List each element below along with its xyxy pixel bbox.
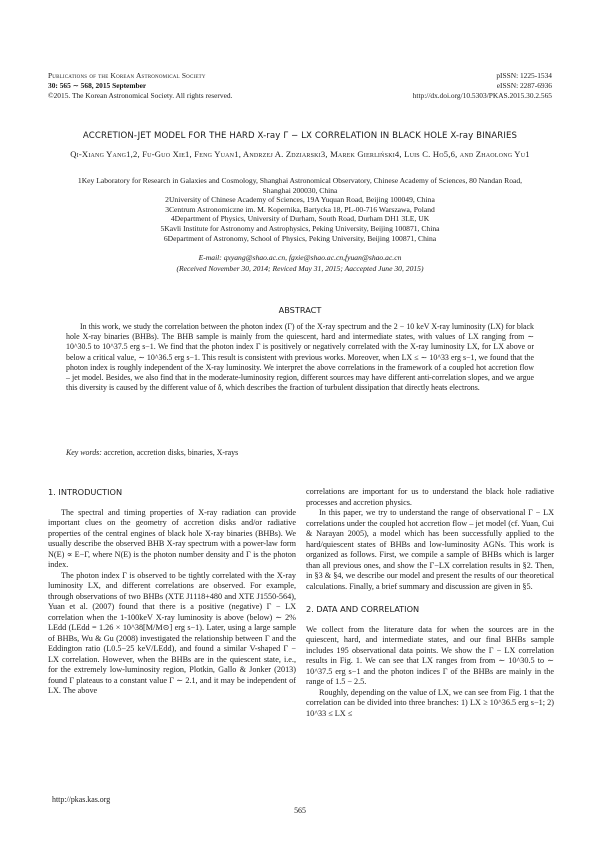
intro-paragraph-1: The spectral and timing properties of X-ray radiation can provide important clues on the geometry of accretion disks and/or radiative properties of the central engines of black hole X-ray binaries (BHBs). We usually describe the observed BHB X-ray spectrum with a power-law form N(E) ∝ E−Γ, where N(E) is the photon number density and Γ is the photon index. <box>48 507 296 569</box>
affiliation-4: 4Department of Physics, University of Durham, South Road, Durham DH1 3LE, UK <box>170 214 430 224</box>
intro-paragraph-2: The photon index Γ is observed to be tightly correlated with the X-ray luminosity LX, and different correlations are observed. For example, through observations of two BHBs (XTE J1118+480 and XTE J1550-564), Yuan et al. (2007) found that there is a positive (negative) Γ − LX correlation when the 1-100keV X-ray luminosity is above (below) ∼ 2% LEdd (LEdd = 1.26 × 10^38[M/M⊙] erg s−1). Later, using a large sample of BHBs, Wu & Gu (2008) investigated the relationship between Γ and the Eddington ratio (L0.5−25 keV/LEdd), and found a similar V-shaped Γ − LX correlation. However, when the BHBs are in the quiescent state, i.e., for the extremely low-luminosity region, Plotkin, Gallo & Jonker (2013) found Γ plateaus to a constant value Γ ∼ 2.1, and it may be independent of LX. The above <box>48 570 296 695</box>
abstract-text: In this work, we study the correlation between the photon index (Γ) of the X-ray spectrum and the 2 − 10 keV X-ray luminosity (LX) for black hole X-ray binaries (BHBs). The BHB sample is mainly from the quiescent, hard and intermediate states, with values of LX ranging from ∼ 10^30.5 to 10^37.5 erg s−1. We find that the photon index Γ is positively or negatively correlated with the X-ray luminosity LX, for LX above or below a critical value, ∼ 10^36.5 erg s−1. This result is consistent with previous works. Moreover, when LX ≤ ∼ 10^33 erg s−1, we found that the photon index is roughly independent of the X-ray luminosity. We interpret the above correlations in the framework of a coupled hot accretion flow – jet model. Besides, we also find that in the moderate-luminosity region, different sources may have different anti-correlation slopes, and we argue this diversity is caused by the different value of δ, which describes the fraction of turbulent dissipation that directly heats electrons. <box>66 322 534 393</box>
right-paragraph-1: correlations are important for us to understand the black hole radiative processes and accretion physics. <box>306 487 554 507</box>
right-column <box>306 487 554 719</box>
affiliation-1: 1Key Laboratory for Research in Galaxies and Cosmology, Shanghai Astronomical Observatory, Chinese Academy of Sciences, 80 Nandan Road, Shanghai 200030, China <box>77 176 523 195</box>
right-paragraph-2: In this paper, we try to understand the range of observational Γ − LX correlations under the coupled hot accretion flow – jet model (cf. Yuan, Cui & Narayan 2005), a model which has been successfully applied to the hard/quiescent states of BHBs and low-luminosity AGNs. This work is organized as follows. First, we compile a sample of BHBs which is larger than all previous ones, and show the Γ−LX correlation results in §2. Then, in §3 & §4, we describe our model and present the results of our theoretical calculations. Finally, a brief summary and discussion are given in §5. <box>306 508 554 591</box>
eissn: eISSN: 2287-6936 <box>496 81 552 90</box>
received-dates: (Received November 30, 2014; Reviced May 31, 2015; Aaccepted June 30, 2015) <box>176 264 424 273</box>
footer-url[interactable]: http://pkas.kas.org <box>52 795 111 804</box>
intro-heading: 1. INTRODUCTION <box>48 487 123 497</box>
affiliations <box>64 176 536 243</box>
pissn: pISSN: 1225-1534 <box>496 71 552 80</box>
journal-name: Publications of the Korean Astronomical Society <box>48 71 206 80</box>
data-paragraph-2: Roughly, depending on the value of LX, we can see from Fig. 1 that the correlation can be divided into three branches: 1) LX ≥ 10^36.5 erg s−1; 2) 10^33 ≤ LX ≤ <box>306 687 554 718</box>
journal-header <box>48 71 552 101</box>
page-number: 565 <box>294 806 306 815</box>
volume-line: 30: 565 ∼ 568, 2015 September <box>48 81 147 90</box>
copyright: ©2015. The Korean Astronomical Society. All rights reserved. <box>48 91 233 100</box>
email-line: E-mail: qxyang@shao.ac.cn, fgxie@shao.ac.cn,fyuan@shao.ac.cn <box>198 253 402 262</box>
keywords-list: accretion, accretion disks, binaries, X-rays <box>103 448 239 457</box>
data-paragraph-1: We collect from the literature data for when the sources are in the quiescent, hard, and intermediate states, and our final BHBs sample includes 195 observational data points. We show the Γ − LX correlation results in Fig. 1. We can see that LX ranges from from ∼ 10^30.5 to ∼ 10^37.5 erg s−1 and the photon indices Γ of the BHBs are mainly in the range of 1.5 − 2.5. <box>306 624 554 686</box>
abstract-heading: ABSTRACT <box>278 305 322 315</box>
author-list: Qi-Xiang Yang1,2, Fu-Guo Xie1, Feng Yuan1, Andrzej A. Zdziarski3, Marek Gierliński4, Luis C. Ho5,6, and Zhaolong Yu1 <box>70 149 530 159</box>
affiliation-5: 5Kavli Institute for Astronomy and Astrophysics, Peking University, Beijing 100871, China <box>160 223 440 233</box>
affiliation-2: 2University of Chinese Academy of Sciences, 19A Yuquan Road, Beijing 100049, China <box>165 195 435 205</box>
paper-title: ACCRETION-JET MODEL FOR THE HARD X-ray Γ − LX CORRELATION IN BLACK HOLE X-ray BINARIES <box>82 131 518 141</box>
doi-link[interactable]: http://dx.doi.org/10.5303/PKAS.2015.30.2.565 <box>412 91 552 100</box>
affiliation-6: 6Department of Astronomy, School of Physics, Peking University, Beijing 100871, China <box>163 233 437 243</box>
left-column <box>48 487 296 697</box>
keywords-label: Key words: <box>66 448 102 457</box>
affiliation-3: 3Centrum Astronomiczne im. M. Kopernika, Bartycka 18, PL-00-716 Warszawa, Poland <box>165 204 435 214</box>
keywords <box>66 448 534 457</box>
data-heading: 2. DATA AND CORRELATION <box>306 604 420 614</box>
